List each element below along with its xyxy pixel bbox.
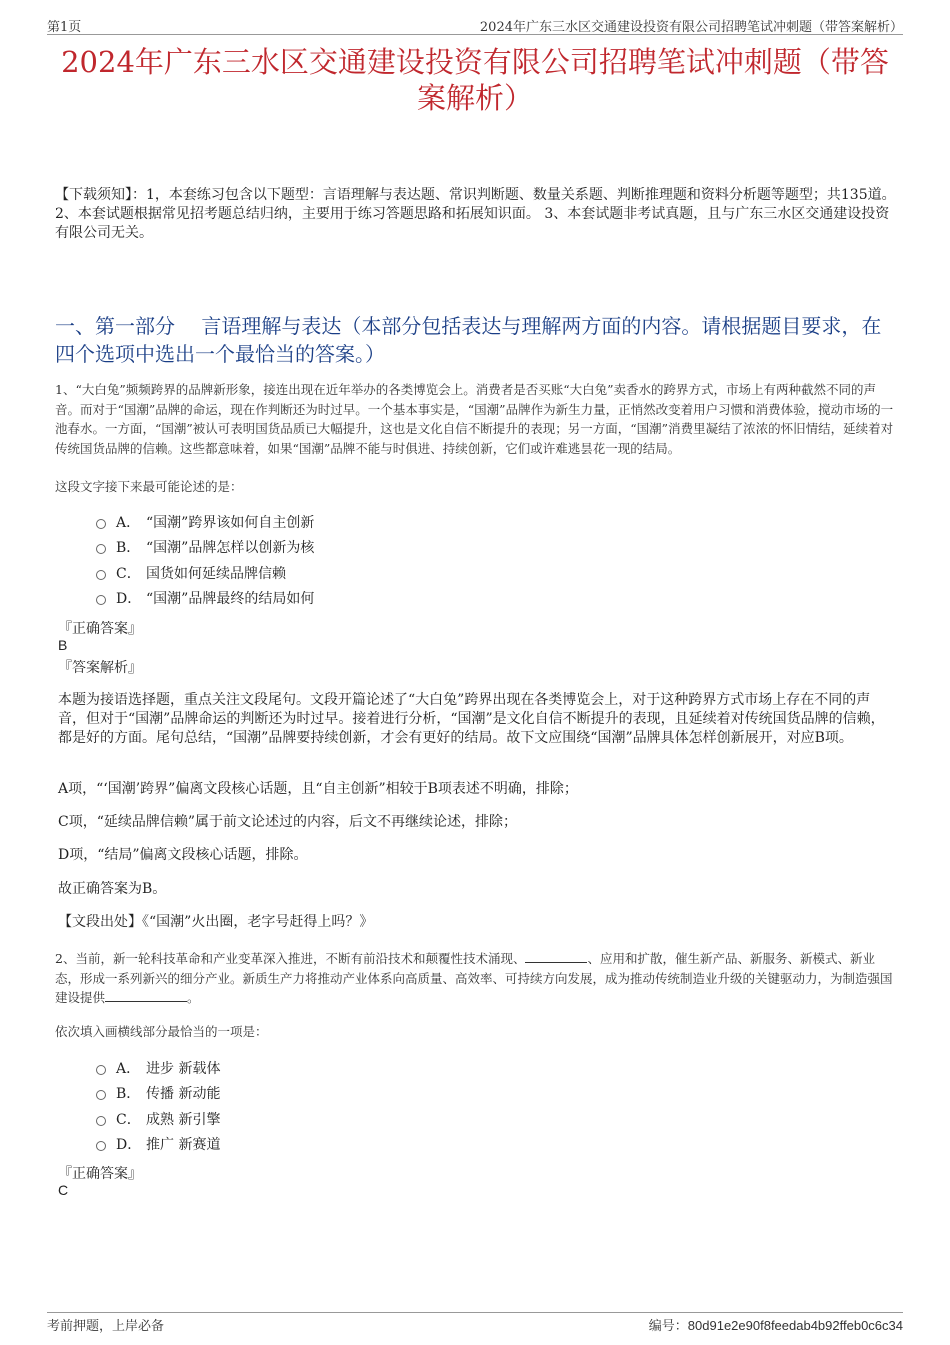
analysis-label: 『答案解析』 [58, 660, 142, 676]
question-1-prompt: 这段文字接下来最可能论述的是： [55, 479, 243, 494]
analysis-paragraph-4: D项，“结局”偏离文段核心话题，排除。 [58, 847, 308, 863]
document-id: 编号：80d91e2e90f8feedab4b92ffeb0c6c34 [648, 1318, 903, 1333]
option-letter: C． [116, 1111, 141, 1128]
answer-label: 『正确答案』 [58, 1166, 142, 1182]
answer-label: 『正确答案』 [58, 621, 142, 637]
radio-icon[interactable] [96, 1090, 106, 1100]
analysis-paragraph-5: 故正确答案为B。 [58, 881, 167, 897]
answer-value: B [58, 637, 68, 653]
radio-icon[interactable] [96, 1116, 106, 1126]
radio-icon[interactable] [96, 570, 106, 580]
radio-icon[interactable] [96, 595, 106, 605]
page-footer [47, 1312, 903, 1335]
footer-slogan: 考前押题，上岸必备 [47, 1319, 165, 1334]
option-letter: D． [116, 591, 142, 608]
radio-icon[interactable] [96, 1065, 106, 1075]
radio-icon[interactable] [96, 519, 106, 529]
option-text: 成熟 新引擎 [146, 1111, 221, 1128]
page-number: 第1页 [47, 20, 82, 35]
question-1-options [96, 509, 314, 611]
document-title: 2024年广东三水区交通建设投资有限公司招聘笔试冲刺题（带答案解析） [61, 45, 889, 115]
blank-line [105, 989, 187, 1002]
option-text: “国潮”跨界该如何自主创新 [146, 514, 315, 531]
option-a[interactable] [96, 1055, 220, 1081]
option-c[interactable] [96, 1106, 220, 1132]
option-b[interactable] [96, 1081, 220, 1107]
question-2-text-before: 2、当前，新一轮科技革命和产业变革深入推进，不断有前沿技术和颠覆性技术涌现、 [55, 951, 526, 966]
download-notice: 【下载须知】：1，本套练习包含以下题型：言语理解与表达题、常识判断题、数量关系题、判断推理题和资料分析题等题型；共135道。 2、本套试题根据常见招考题总结归纳，主要用于练习答题思路和拓展知识面。 3、本套试题非考试真题，且与广东三水区交通建设投资有限公司无关。 [55, 187, 896, 241]
question-1-text: 1、“大白兔”频频跨界的品牌新形象，接连出现在近年举办的各类博览会上。消费者是否买账“大白兔”卖香水的跨界方式，市场上有两种截然不同的声音。而对于“国潮”品牌的命运，现在作判断还为时过早。一个基本事实是，“国潮”品牌作为新生力量，正悄然改变着用户习惯和消费体验，搅动市场的一池春水。一方面，“国潮”被认可表明国货品质已大幅提升，这也是文化自信不断提升的表现；另一方面，“国潮”消费里凝结了浓浓的怀旧情结，延续着对传统国货品牌的信赖。这些都意味着，如果“国潮”品牌不能与时俱进、持续创新，它们或许难逃昙花一现的结局。 [55, 382, 894, 456]
option-text: 推广 新赛道 [146, 1137, 221, 1154]
option-d[interactable] [96, 1132, 220, 1158]
option-letter: D． [116, 1137, 142, 1154]
answer-value: C [58, 1182, 69, 1198]
blank-line [525, 950, 587, 963]
page-header [47, 14, 903, 35]
question-2-text-middle: 、应用和扩散，催生新产品、新服务、新模式、新业态，形成一系列新兴的细分产业。新质生产力将推动产业体系向高质量、高效率、可持续方向发展，成为推动传统制造业升级的关键驱动力，为制造强国建设提供 [55, 951, 893, 1005]
option-text: 进步 新载体 [146, 1060, 221, 1077]
option-text: “国潮”品牌怎样以创新为核 [146, 540, 315, 557]
option-c[interactable] [96, 560, 314, 586]
option-text: 传播 新动能 [146, 1086, 221, 1103]
option-a[interactable] [96, 509, 314, 535]
question-2-text [55, 949, 898, 1008]
option-letter: C． [116, 565, 141, 582]
option-letter: A． [116, 514, 141, 531]
analysis-paragraph-1: 本题为接语选择题，重点关注文段尾句。文段开篇论述了“大白兔”跨界出现在各类博览会上，对于这种跨界方式市场上存在不同的声音，但对于“国潮”品牌命运的判断还为时过早。接着进行分析，“国潮”是文化自信不断提升的表现，且延续着对传统国货品牌的信赖，都是好的方面。尾句总结，“国潮”品牌要持续创新，才会有更好的结局。故下文应围绕“国潮”品牌具体怎样创新展开，对应B项。 [58, 692, 885, 746]
question-2-text-after: 。 [187, 990, 200, 1005]
analysis-paragraph-2: A项，“‘国潮’跨界”偏离文段核心话题，且“自主创新”相较于B项表述不明确，排除； [58, 781, 578, 797]
option-letter: A． [116, 1060, 141, 1077]
question-2-prompt: 依次填入画横线部分最恰当的一项是： [55, 1024, 268, 1039]
radio-icon[interactable] [96, 544, 106, 554]
question-2-options [96, 1055, 220, 1157]
radio-icon[interactable] [96, 1141, 106, 1151]
analysis-paragraph-3: C项，“延续品牌信赖”属于前文论述过的内容，后文不再继续论述，排除； [58, 814, 518, 830]
option-text: “国潮”品牌最终的结局如何 [146, 591, 315, 608]
source-citation: 【文段出处】《“国潮”火出圈，老字号赶得上吗？》 [58, 914, 374, 930]
header-doc-title: 2024年广东三水区交通建设投资有限公司招聘笔试冲刺题（带答案解析） [479, 20, 903, 35]
option-letter: B． [116, 1086, 141, 1103]
section-heading: 一、第一部分 言语理解与表达（本部分包括表达与理解两方面的内容。请根据题目要求，在四个选项中选出一个最恰当的答案。） [55, 314, 882, 366]
option-letter: B． [116, 540, 141, 557]
option-text: 国货如何延续品牌信赖 [146, 565, 286, 582]
option-d[interactable] [96, 586, 314, 612]
option-b[interactable] [96, 535, 314, 561]
